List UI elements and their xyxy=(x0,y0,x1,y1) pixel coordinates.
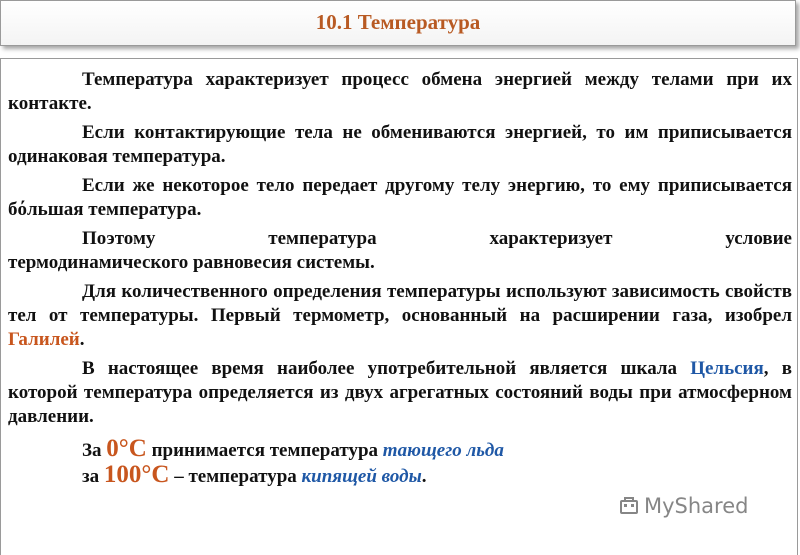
boiling-water-text: кипящей воды xyxy=(301,466,422,487)
paragraph-6-start: В настоящее время наиболее употребительной является шкала xyxy=(82,358,691,379)
paragraph-5-text: Для количественного определения температуры используют зависимость свойств тел от температуры. Первый термометр, основанный на расширении газа, изобрел xyxy=(8,281,792,326)
hundred-end: . xyxy=(421,466,427,487)
zero-prefix: За xyxy=(82,440,107,461)
paragraph-2: Если контактирующие тела не обмениваются энергией, то им приписывается одинаковая температура. xyxy=(8,122,792,167)
melting-ice-text: тающего льда xyxy=(382,440,504,461)
zero-value: 0°С xyxy=(106,435,147,462)
slide-title: 10.1 Температура xyxy=(315,10,481,34)
myshared-watermark xyxy=(618,494,748,518)
myshared-logo-icon xyxy=(618,495,640,517)
paragraph-1: Температура характеризует процесс обмена энергией между телами при их контакте. xyxy=(8,69,792,114)
hundred-middle: – температура xyxy=(169,466,302,487)
hundred-prefix: за xyxy=(82,466,104,487)
paragraph-4-line-2: термодинамического равновесия системы. xyxy=(8,252,375,273)
zero-degrees-line xyxy=(8,437,792,463)
celsius-highlight: Цельсия xyxy=(690,358,764,379)
paragraph-5-end: . xyxy=(79,329,85,350)
zero-middle: принимается температура xyxy=(146,440,383,461)
paragraph-6-text: , в которой температура определяется из двух агрегатных состояний воды при атмосферном давлении. xyxy=(8,358,792,427)
paragraph-6 xyxy=(8,357,792,429)
hundred-degrees-line xyxy=(8,463,792,489)
hundred-value: 100°С xyxy=(103,461,170,488)
galileo-highlight: Галилей xyxy=(8,329,80,350)
title-box xyxy=(0,0,796,46)
slide-body xyxy=(8,68,792,489)
watermark-text: MyShared xyxy=(644,494,749,518)
paragraph-4-line-1: Поэтому температура характеризует условие xyxy=(82,228,792,249)
paragraph-3: Если же некоторое тело передает другому телу энергию, то ему приписывается бόльшая температура. xyxy=(8,175,792,220)
paragraph-5 xyxy=(8,280,792,352)
